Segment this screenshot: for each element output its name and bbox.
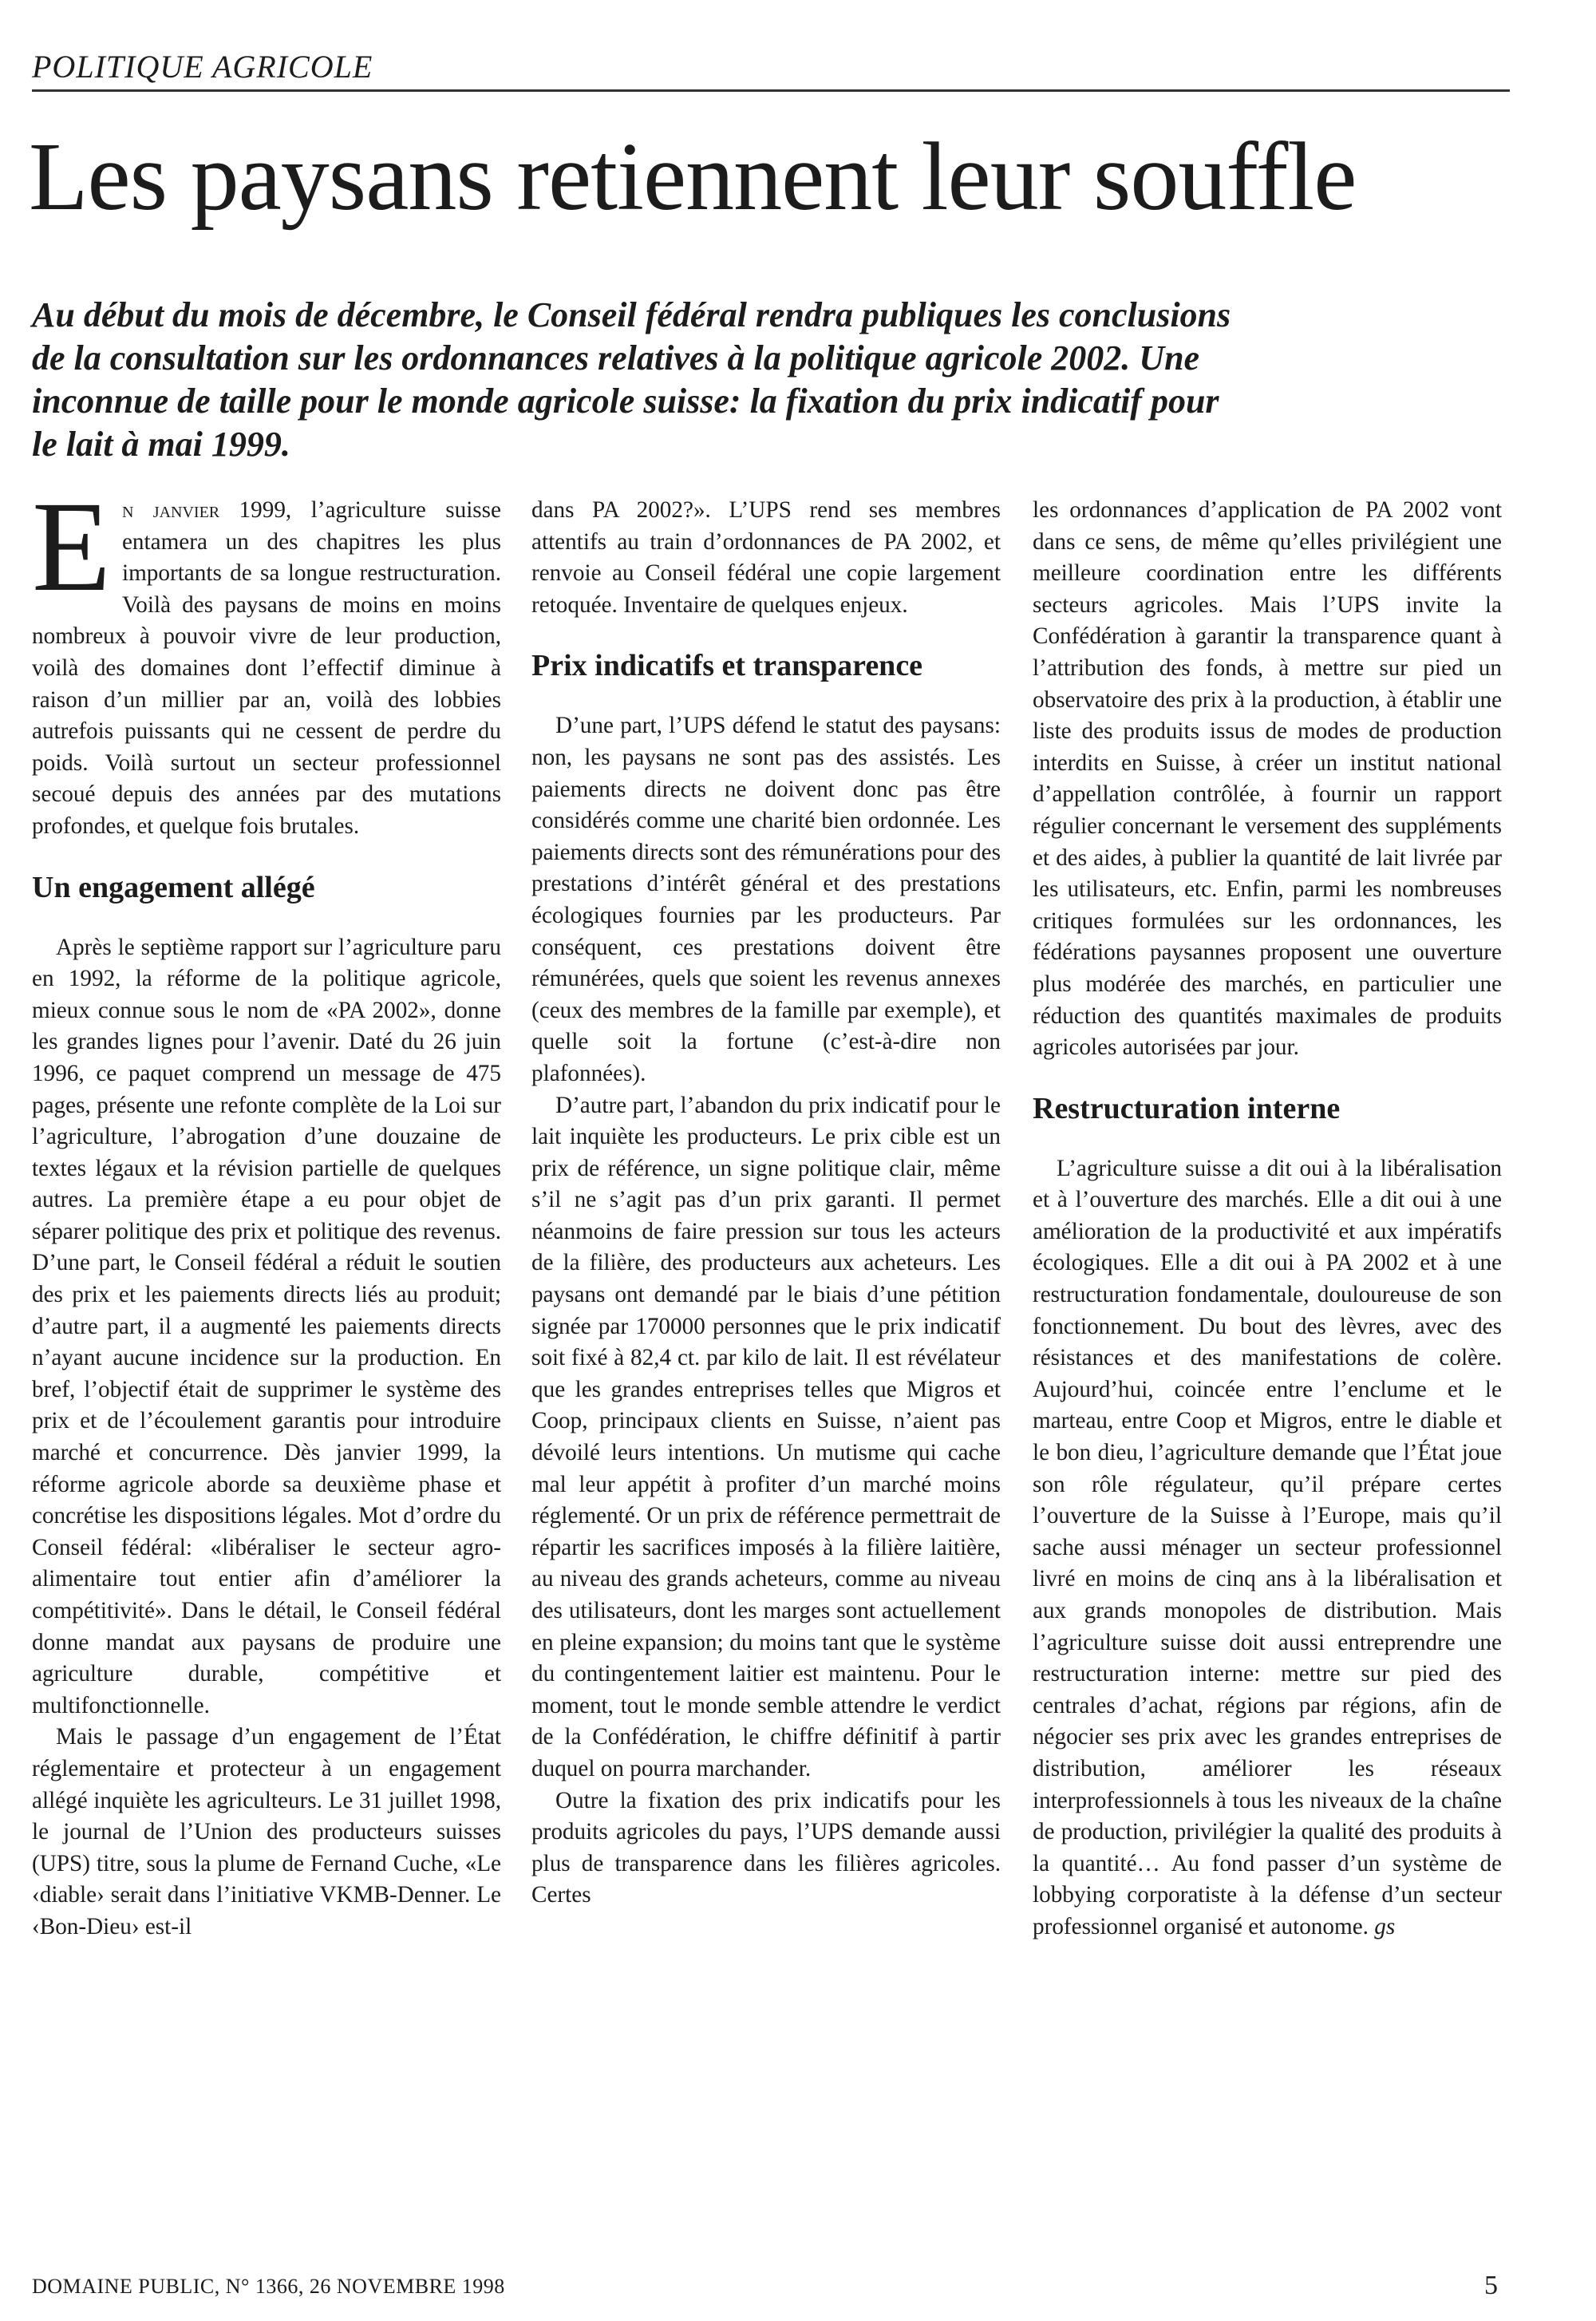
article-column-3: [1033, 495, 1502, 1943]
article-column-2: [531, 495, 1001, 1912]
publication-footer: DOMAINE PUBLIC, N° 1366, 26 NOVEMBRE 1998: [32, 2275, 505, 2298]
section-rubric: POLITIQUE AGRICOLE: [32, 49, 373, 85]
section-heading: Un engagement allégé: [32, 870, 315, 904]
article-column-1: [32, 476, 501, 1943]
paragraph: les ordonnances d’application de PA 2002 vont dans ce sens, de même qu’elles privilégient une meilleure coordination entre les différents secteurs agricoles. Mais l’UPS invite la Confédération à garantir la transparence quant à l’attribution des fonds, à mettre sur pied un observatoire des prix à la production, à établir une liste des produits issus de modes de production interdits en Suisse, à créer un institut national d’appellation contrôlée, à fournir un rapport régulier concernant le versement des suppléments et des aides, à publier la quantité de lait livrée par les utilisateurs, etc. Enfin, parmi les nombreuses critiques formulées sur les ordonnances, les fédérations paysannes proposent une ouverture plus modérée des marchés, en particulier une réduction des quantités maximales de produits agricoles autorisées par jour.: [1033, 497, 1502, 1061]
drop-cap: E: [32, 476, 111, 619]
article-lede: Au début du mois de décembre, le Conseil fédéral rendra publiques les conclusions de la consultation sur les ordonnances relatives à la politique agricole 2002. Une inconnue de taille pour le monde agricole suisse: la fixation du prix indicatif pour le lait à mai 1999.: [32, 295, 1231, 464]
lead-in: n janvier: [121, 497, 220, 523]
paragraph-text: L’agriculture suisse a dit oui à la libéralisation et à l’ouverture des marchés. Elle a dit oui à une amélioration de la productivité et aux impératifs écologiques. Elle a dit oui à PA 2002 et à une restructuration fondamentale, douloureuse de son fonctionnement. Du bout des lèvres, avec des résistances et des manifestations de colère. Aujourd’hui, coincée entre l’enclume et le marteau, entre Coop et Migros, entre le diable et le bon dieu, l’agriculture demande que l’État joue son rôle régulateur, qu’il prépare certes l’ouverture de la Suisse à l’Europe, mais qu’il sache aussi ménager un secteur professionnel livré en moins de cinq ans à la libéralisation et aux grands monopoles de distribution. Mais l’agriculture suisse doit aussi entreprendre une restructuration interne: mettre sur pied des centrales d’achat, régions par régions, afin de négocier ses prix avec les grandes entreprises de distribution, améliorer les réseaux interprofessionnels à tous les niveaux de la chaîne de production, privilégier la qualité des produits à la quantité… Au fond passer d’un système de lobbying corporatiste à la défense d’un secteur professionnel organisé et autonome.: [1033, 1155, 1502, 1939]
page-number: 5: [1484, 2271, 1498, 2300]
author-signature: gs: [1374, 1913, 1396, 1939]
section-heading: Restructuration interne: [1033, 1091, 1341, 1125]
header-rule: [32, 89, 1510, 92]
paragraph: Mais le passage d’un engagement de l’État réglementaire et protecteur à un engagement allégé inquiète les agriculteurs. Le 31 juillet 1998, le journal de l’Union des producteurs suisses (UPS) titre, sous la plume de Fernand Cuche, «Le ‹diable› serait dans l’initiative VKMB-Denner. Le ‹Bon-Dieu› est-il: [32, 1724, 501, 1939]
section-heading: Prix indicatifs et transparence: [531, 649, 923, 683]
paragraph: dans PA 2002?». L’UPS rend ses membres attentifs au train d’ordonnances de PA 2002, et renvoie au Conseil fédéral une copie largement retoquée. Inventaire de quelques enjeux.: [531, 497, 1001, 618]
paragraph: D’autre part, l’abandon du prix indicatif pour le lait inquiète les producteurs. Le prix cible est un prix de référence, un signe politique clair, même s’il ne s’agit pas d’un prix garanti. Il permet néanmoins de faire pression sur tous les acteurs de la filière, des producteurs aux acheteurs. Les paysans ont demandé par le biais d’une pétition signée par 170000 personnes que le prix indicatif soit fixé à 82,4 ct. par kilo de lait. Il est révélateur que les grandes entreprises telles que Migros et Coop, principaux clients en Suisse, n’aient pas dévoilé leurs intentions. Un mutisme qui cache mal leur appétit à profiter d’un marché moins réglementé. Or un prix de référence permettrait de répartir les sacrifices imposés à la filière laitière, au niveau des grands acheteurs, comme au niveau des utilisateurs, dont les marges sont actuellement en pleine expansion; du moins tant que le système du contingentement laitier est maintenu. Pour le moment, tout le monde semble attendre le verdict de la Confédération, le chiffre définitif à partir duquel on pourra marchander.: [531, 1092, 1001, 1781]
paragraph: [32, 476, 501, 843]
paragraph: D’une part, l’UPS défend le statut des paysans: non, les paysans ne sont pas des assistés. Les paiements directs ne doivent donc pas être considérés comme une charité bien ordonnée. Les paiements directs sont des rémunérations pour des prestations d’intérêt général et des prestations écologiques fournies par les producteurs. Par conséquent, ces prestations doivent être rémunérées, quels que soient les revenus annexes (ceux des membres de la famille par exemple), et quelle soit la fortune (c’est-à-dire non plafonnées).: [531, 713, 1001, 1086]
paragraph: Outre la fixation des prix indicatifs pour les produits agricoles du pays, l’UPS demande aussi plus de transparence dans les filières agricoles. Certes: [531, 1787, 1001, 1908]
paragraph-text: 1999, l’agriculture suisse entamera un des chapitres les plus importants de sa longue restructuration. Voilà des paysans de moins en moins nombreux à pouvoir vivre de leur production, voilà des domaines dont l’effectif diminue à raison d’un millier par an, voilà des lobbies autrefois puissants qui ne cessent de perdre du poids. Voilà surtout un secteur professionnel secoué depuis des années par des mutations profondes, et quelque fois brutales.: [32, 497, 501, 839]
paragraph: Après le septième rapport sur l’agriculture paru en 1992, la réforme de la politique agricole, mieux connue sous le nom de «PA 2002», donne les grandes lignes pour l’avenir. Daté du 26 juin 1996, ce paquet comprend un message de 475 pages, présente une refonte complète de la Loi sur l’agriculture, l’abrogation d’une douzaine de textes légaux et la révision partielle de quelques autres. La première étape a eu pour objet de séparer politique des prix et politique des revenus. D’une part, le Conseil fédéral a réduit le soutien des prix et les paiements directs liés au produit; d’autre part, il a augmenté les paiements directs n’ayant aucune incidence sur la production. En bref, l’objectif était de supprimer le système des prix et de l’écoulement garantis pour introduire marché et concurrence. Dès janvier 1999, la réforme agricole aborde sa deuxième phase et concrétise les dispositions légales. Mot d’ordre du Conseil fédéral: «libéraliser le secteur agro-alimentaire tout entier afin d’améliorer la compétitivité». Dans le détail, le Conseil fédéral donne mandat aux paysans de produire une agriculture durable, compétitive et multifonctionnelle.: [32, 934, 501, 1718]
article-title: Les paysans retiennent leur souffle: [29, 123, 1357, 231]
paragraph: [1033, 1153, 1502, 1943]
